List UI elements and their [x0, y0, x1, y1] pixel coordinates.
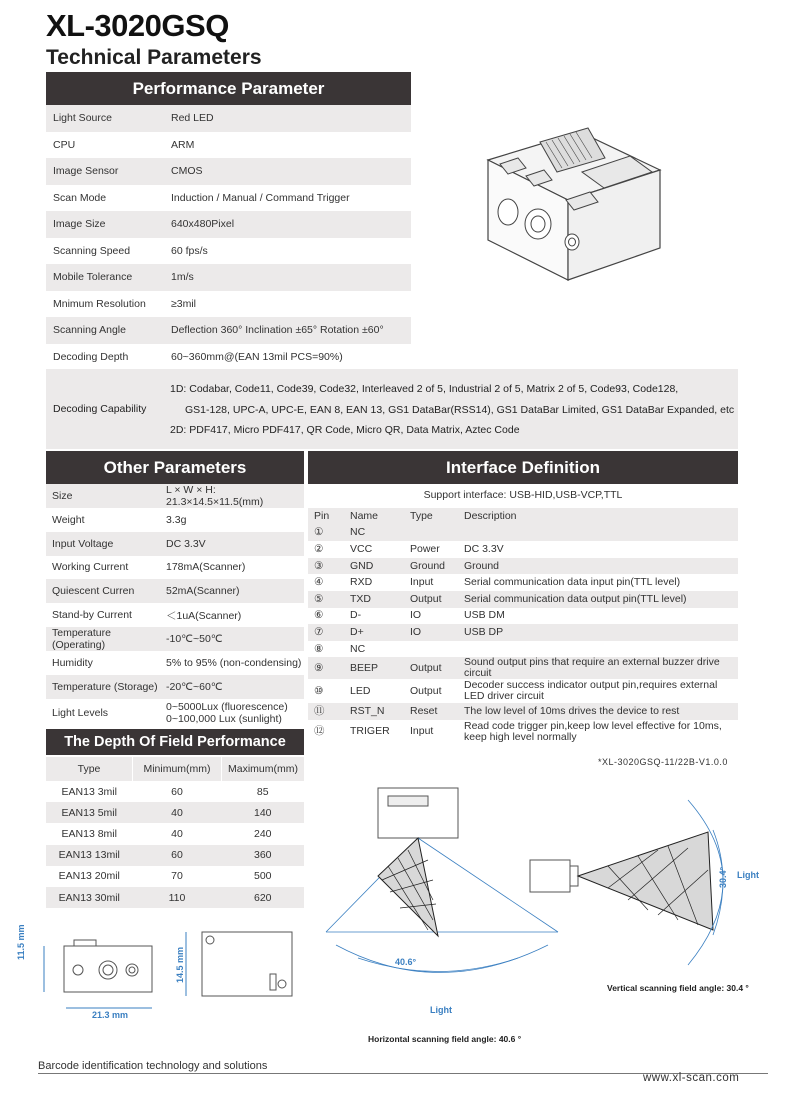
- param-label: Quiescent Curren: [46, 579, 160, 603]
- front-view-drawing: [36, 930, 166, 1020]
- pin-name: LED: [350, 684, 371, 697]
- pin-name: NC: [350, 642, 366, 655]
- decoding-capability-row: [46, 369, 738, 449]
- param-label: Stand-by Current: [52, 609, 132, 622]
- param-value: [160, 603, 304, 627]
- col-name: Name: [344, 508, 404, 525]
- param-value-line: 178mA(Scanner): [166, 561, 246, 574]
- performance-header: Performance Parameter: [46, 72, 411, 105]
- pin-row: [308, 641, 738, 658]
- pin-type: Ground: [404, 558, 458, 575]
- pin-type: Output: [404, 657, 458, 679]
- pin-description-line: USB DM: [464, 609, 505, 622]
- pin-name: BEEP: [344, 657, 404, 679]
- param-value: [160, 627, 304, 651]
- pin-description: [458, 558, 738, 575]
- depth-dimension: 14.5 mm: [175, 946, 185, 983]
- dof-max: 240: [253, 827, 272, 840]
- decoding-label: Decoding Capability: [53, 403, 147, 415]
- dof-max: 140: [222, 802, 305, 823]
- dof-type: EAN13 30mil: [46, 887, 133, 908]
- param-value: [160, 532, 304, 556]
- pin-description: [458, 657, 738, 679]
- pin-description: [458, 624, 738, 641]
- param-label: Mobile Tolerance: [46, 264, 163, 291]
- param-label: Temperature (Storage): [46, 675, 160, 699]
- other-row: [46, 484, 304, 508]
- pin-description: [458, 541, 738, 558]
- pin-description-line: Serial communication data output pin(TTL level): [464, 592, 687, 605]
- dof-type: EAN13 13mil: [46, 845, 133, 866]
- param-value: ARM: [171, 138, 195, 151]
- pin-name: RST_N: [344, 703, 404, 720]
- pin-type: IO: [410, 609, 422, 622]
- pin-number: ⑩: [314, 684, 324, 697]
- param-label: Light Source: [46, 105, 163, 132]
- param-value-line: DC 3.3V: [166, 537, 206, 550]
- dof-table: [46, 757, 304, 908]
- pin-description-line: The low level of 10ms drives the device to rest: [464, 705, 680, 718]
- h-light-label: Light: [430, 1005, 452, 1015]
- param-value: ≥3mil: [171, 297, 197, 310]
- pin-description: [458, 641, 738, 658]
- param-value: [160, 484, 304, 508]
- param-value: [160, 508, 304, 532]
- param-value-line: -20℃~60℃: [166, 680, 223, 693]
- dof-max: 360: [222, 845, 305, 866]
- pin-description-line: LED driver circuit: [464, 690, 544, 703]
- other-row: [46, 556, 304, 580]
- other-row: [46, 603, 304, 627]
- pin-row: [308, 541, 738, 558]
- pin-type: [404, 525, 458, 542]
- dof-header: The Depth Of Field Performance: [46, 729, 304, 755]
- performance-row: [46, 158, 411, 185]
- other-parameters-header: Other Parameters: [46, 451, 304, 484]
- dof-type: EAN13 5mil: [46, 802, 133, 823]
- pin-number: ⑥: [314, 609, 324, 622]
- dof-col-type: Type: [77, 763, 101, 775]
- h-field-caption: Horizontal scanning field angle: 40.6 °: [368, 1034, 522, 1044]
- pin-description: [458, 679, 738, 703]
- param-value: [160, 699, 304, 727]
- performance-row: [46, 105, 411, 132]
- param-value: Deflection 360° Inclination ±65° Rotation ±60°: [163, 317, 411, 344]
- param-label: Temperature (Operating): [46, 627, 160, 651]
- pin-description-line: DC 3.3V: [464, 542, 504, 555]
- param-label: Mnimum Resolution: [53, 297, 146, 310]
- pin-name: NC: [344, 525, 404, 542]
- top-view-drawing: [170, 928, 300, 998]
- dof-row: [46, 887, 304, 908]
- pin-description-line: Decoder success indicator output pin,requires external: [464, 679, 718, 692]
- height-dimension: 11.5 mm: [16, 924, 26, 960]
- dof-min: 40: [133, 802, 222, 823]
- param-label: Scanning Speed: [53, 244, 131, 257]
- h-angle-label: 40.6°: [395, 957, 417, 967]
- pin-name: TXD: [344, 591, 404, 608]
- dof-row: [46, 866, 304, 887]
- param-value-line: L × W × H: 21.3×14.5×11.5(mm): [166, 484, 264, 508]
- dof-min: 60: [133, 845, 222, 866]
- performance-row: [46, 344, 411, 371]
- param-value: [160, 651, 304, 675]
- pin-name: GND: [344, 558, 404, 575]
- pin-type: Input: [410, 576, 434, 589]
- param-value: [160, 579, 304, 603]
- other-row: [46, 508, 304, 532]
- product-model: XL-3020GSQ: [46, 8, 229, 43]
- col-type: Type: [404, 508, 458, 525]
- dof-row: [46, 781, 304, 802]
- performance-row: [46, 264, 411, 291]
- param-label: CPU: [53, 138, 76, 151]
- param-label: Working Current: [52, 561, 129, 574]
- pin-type: Power: [410, 542, 440, 555]
- pin-description: [458, 608, 738, 625]
- dof-min: 40: [171, 827, 183, 840]
- pin-name: RXD: [350, 576, 373, 589]
- decoding-1d-cont: GS1-128, UPC-A, UPC-E, EAN 8, EAN 13, GS1 DataBar(RSS14), GS1 DataBar Limited, GS1 DataBar Expanded, etc: [185, 404, 735, 416]
- pin-row: [308, 703, 738, 720]
- pin-number: ④: [314, 576, 324, 589]
- footer-tagline: Barcode identification technology and solutions: [38, 1060, 268, 1072]
- pin-type: Output: [404, 591, 458, 608]
- performance-table: [46, 105, 411, 370]
- pin-name: D-: [350, 609, 362, 622]
- pin-row: [308, 657, 738, 679]
- param-label: Scanning Angle: [46, 317, 163, 344]
- pin-number: ⑦: [308, 624, 344, 641]
- pin-type: IO: [404, 624, 458, 641]
- scanner-module-illustration: [470, 120, 670, 290]
- other-row: [46, 651, 304, 675]
- version-label: *XL-3020GSQ-11/22B-V1.0.0: [598, 757, 728, 767]
- pin-description: [458, 703, 738, 720]
- col-description: Description: [458, 508, 738, 525]
- param-label: Light Levels: [52, 706, 109, 719]
- pin-description-line: USB DP: [464, 625, 504, 638]
- pin-row: [308, 679, 738, 703]
- pin-number: ②: [314, 542, 324, 555]
- dof-max: 85: [256, 785, 269, 798]
- decoding-1d: 1D: Codabar, Code11, Code39, Code32, Interleaved 2 of 5, Industrial 2 of 5, Matrix 2 of 5, Code93, Code128,: [170, 383, 679, 395]
- dof-col-max: Maximum(mm): [222, 757, 305, 781]
- v-field-caption: Vertical scanning field angle: 30.4 °: [607, 983, 749, 993]
- pin-row: [308, 720, 738, 744]
- param-label: Scan Mode: [53, 191, 107, 204]
- interface-table: [308, 508, 738, 744]
- dof-min: 70: [171, 870, 183, 883]
- dof-min: 110: [133, 887, 222, 908]
- param-value: CMOS: [163, 158, 411, 185]
- pin-description-line: Ground: [464, 559, 500, 572]
- param-value-line: 3.3g: [166, 513, 187, 526]
- dof-max: 500: [253, 870, 272, 883]
- pin-description: [458, 591, 738, 608]
- param-label: Image Sensor: [46, 158, 163, 185]
- param-value-line: 0~100,000 Lux (sunlight): [166, 712, 282, 725]
- param-value-line: 0~5000Lux (fluorescence): [166, 700, 288, 713]
- pin-number: ①: [308, 525, 344, 542]
- pin-type: Input: [410, 725, 434, 738]
- pin-number: ③: [308, 558, 344, 575]
- pin-row: [308, 574, 738, 591]
- pin-number: ⑧: [314, 642, 324, 655]
- v-light-label: Light: [737, 870, 759, 880]
- decoding-2d: 2D: PDF417, Micro PDF417, QR Code, Micro QR, Data Matrix, Aztec Code: [170, 424, 520, 436]
- param-value: [160, 675, 304, 699]
- footer-website: www.xl-scan.com: [643, 1072, 740, 1084]
- pin-name: VCC: [350, 542, 373, 555]
- param-value: Induction / Manual / Command Trigger: [171, 191, 350, 204]
- param-value: Red LED: [163, 105, 411, 132]
- param-value-line: 5% to 95% (non-condensing): [166, 656, 302, 669]
- other-row: [46, 699, 304, 727]
- dof-col-min: Minimum(mm): [133, 757, 222, 781]
- param-value: 60 fps/s: [171, 244, 208, 257]
- pin-name: D+: [344, 624, 404, 641]
- pin-description: [458, 525, 738, 542]
- param-label: Decoding Depth: [53, 350, 129, 363]
- param-value: 640x480Pixel: [163, 211, 411, 238]
- dof-row: [46, 823, 304, 844]
- param-value: 1m/s: [163, 264, 411, 291]
- pin-description-line: Sound output pins that require an external buzzer drive circuit: [464, 656, 720, 680]
- pin-description: [458, 720, 738, 744]
- param-label: Humidity: [52, 656, 93, 669]
- pin-description-line: Read code trigger pin,keep low level effective for 10ms,: [464, 719, 722, 732]
- pin-description-line: keep high level normally: [464, 730, 577, 743]
- performance-row: [46, 211, 411, 238]
- pin-number: ⑪: [308, 703, 344, 720]
- performance-row: [46, 238, 411, 265]
- param-value-line: -10℃~50℃: [166, 632, 223, 645]
- dof-type: EAN13 20mil: [58, 870, 120, 883]
- interface-support: Support interface: USB-HID,USB-VCP,TTL: [423, 489, 623, 501]
- interface-header: Interface Definition: [308, 451, 738, 484]
- pin-name: TRIGER: [350, 725, 390, 738]
- performance-row: [46, 317, 411, 344]
- param-value-line: ＜1uA(Scanner): [166, 609, 242, 622]
- width-dimension: 21.3 mm: [92, 1010, 129, 1020]
- dof-type: EAN13 3mil: [61, 785, 117, 798]
- pin-row: [308, 591, 738, 608]
- pin-row: [308, 624, 738, 641]
- pin-description: [458, 574, 738, 591]
- other-row: [46, 675, 304, 699]
- dof-row: [46, 802, 304, 823]
- pin-type: Output: [410, 684, 442, 697]
- pin-row: [308, 558, 738, 575]
- pin-description-line: Serial communication data input pin(TTL level): [464, 576, 681, 589]
- other-parameters-table: [46, 484, 304, 727]
- param-label: Size: [46, 484, 160, 508]
- pin-number: ⑨: [308, 657, 344, 679]
- param-value-line: 52mA(Scanner): [166, 585, 240, 598]
- pin-row: [308, 608, 738, 625]
- other-row: [46, 532, 304, 556]
- dof-row: [46, 845, 304, 866]
- pin-type: Reset: [404, 703, 458, 720]
- pin-row: [308, 525, 738, 542]
- dof-max: 620: [222, 887, 305, 908]
- param-label: Image Size: [46, 211, 163, 238]
- performance-row: [46, 132, 411, 159]
- pin-number: ⑫: [314, 725, 325, 738]
- other-row: [46, 627, 304, 651]
- other-row: [46, 579, 304, 603]
- param-label: Weight: [52, 513, 85, 526]
- performance-row: [46, 291, 411, 318]
- param-value: 60~360mm@(EAN 13mil PCS=90%): [171, 350, 343, 363]
- dof-type: EAN13 8mil: [61, 827, 117, 840]
- performance-row: [46, 185, 411, 212]
- param-value: [160, 556, 304, 580]
- param-label: Input Voltage: [46, 532, 160, 556]
- v-angle-label: 30.4°: [718, 866, 728, 888]
- page-subtitle: Technical Parameters: [46, 46, 262, 69]
- pin-number: ⑤: [308, 591, 344, 608]
- pin-type: [404, 641, 458, 658]
- col-pin: Pin: [308, 508, 344, 525]
- dof-min: 60: [171, 785, 183, 798]
